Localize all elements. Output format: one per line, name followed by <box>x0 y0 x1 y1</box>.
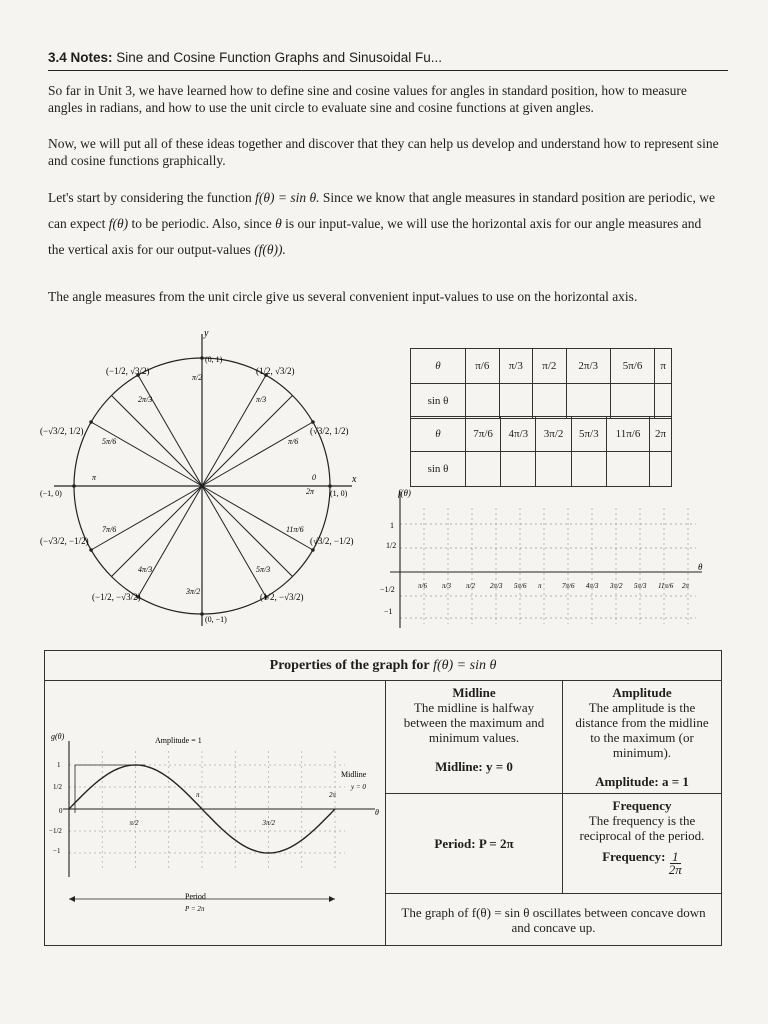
point-top: (0, 1) <box>205 355 223 364</box>
paragraph-2: Now, we will put all of these ideas together and discover that they can help us develop and understand how to represent sine and cosine functions graphically. <box>48 136 719 168</box>
graph-y-label: g(θ) <box>51 732 65 741</box>
unit-circle-point <box>72 484 76 488</box>
x-tick-label: 3π/2 <box>610 582 623 590</box>
unit-circle-spoke <box>91 486 202 550</box>
graph-y-tick: −1 <box>53 847 61 855</box>
unit-circle-spoke <box>202 486 293 577</box>
angle-3pi-2: 3π/2 <box>186 587 201 596</box>
frequency-num: 1 <box>672 849 679 864</box>
table-cell: π <box>655 349 672 384</box>
table-cell: 7π/6 <box>466 417 501 452</box>
table-row-label: θ <box>411 417 466 452</box>
frequency-fraction <box>669 851 682 876</box>
y-tick-1: 1 <box>390 521 394 530</box>
unit-circle-point <box>89 548 93 552</box>
angle-pi: π <box>92 473 97 482</box>
unit-circle-point <box>328 484 332 488</box>
amplitude-graph-label: Amplitude = 1 <box>155 736 202 745</box>
table-cell-blank <box>610 384 654 419</box>
table-cell: 5π/3 <box>571 417 606 452</box>
p3-part-g: is our input-value, we will use the horizontal axis for our angle measures and the vertical axis for our output-values <box>48 216 702 257</box>
table-cell: 11π/6 <box>606 417 649 452</box>
table-cell-blank <box>533 384 567 419</box>
period-cell <box>386 794 563 894</box>
table-cell-blank <box>606 452 649 487</box>
angle-pi-2: π/2 <box>192 373 203 382</box>
p3-part-a: Let's start by considering the function <box>48 190 252 205</box>
angle-4pi-3: 4π/3 <box>138 565 153 574</box>
table-cell-blank <box>466 452 501 487</box>
graph-x-tick: π <box>196 791 200 799</box>
properties-title: Properties of the graph for <box>269 657 430 673</box>
table-cell: 2π <box>650 417 672 452</box>
unit-circle-spoke <box>202 422 313 486</box>
table-cell: 3π/2 <box>536 417 571 452</box>
unit-circle-spoke <box>138 375 202 486</box>
period-value: Period: P = 2π <box>434 836 514 851</box>
notes-label: 3.4 Notes: <box>48 50 113 65</box>
table-cell-blank <box>650 452 672 487</box>
angle-pi-6: π/6 <box>288 437 299 446</box>
midline-graph-eq: y = 0 <box>351 783 366 791</box>
paragraph-4: The angle measures from the unit circle give us several convenient input-values to use on the horizontal axis. <box>48 289 638 304</box>
y-tick-half: 1/2 <box>386 541 397 550</box>
angle-0: 0 <box>312 473 316 482</box>
table-cell: π/3 <box>499 349 533 384</box>
table-cell: 5π/6 <box>610 349 654 384</box>
angle-7pi-6: 7π/6 <box>102 525 117 534</box>
table-cell-blank <box>499 384 533 419</box>
blank-sine-graph <box>366 488 712 630</box>
unit-circle-diagram <box>34 322 380 634</box>
unit-circle-spoke <box>202 486 313 550</box>
angle-2pi-3: 2π/3 <box>138 395 153 404</box>
p3-part-e: to be periodic. Also, since <box>131 216 272 231</box>
x-tick-label: 2π/3 <box>490 582 503 590</box>
properties-graph-cell <box>45 681 386 946</box>
title-rule <box>48 70 728 71</box>
midline-description: The midline is halfway between the maximum and minimum values. <box>403 700 545 745</box>
y-axis-label: y <box>204 328 209 339</box>
angle-pi-3: π/3 <box>256 395 267 404</box>
page-title <box>48 50 442 65</box>
p3-theta: θ <box>275 216 282 231</box>
graph-x-tick: 2π <box>329 791 337 799</box>
coord-q2-30: (−√3/2, 1/2) <box>40 426 84 436</box>
table-cell: 2π/3 <box>566 349 610 384</box>
point-left: (−1, 0) <box>40 489 62 498</box>
paragraph-1: So far in Unit 3, we have learned how to define sine and cosine values for angles in standard position, how to measure angles in radians, and how to use the unit circle to evaluate sine and cosine functions at given angles. <box>48 83 687 115</box>
x-tick-label: 5π/6 <box>514 582 527 590</box>
x-tick-label: π/2 <box>466 582 475 590</box>
graph-y-tick: 1/2 <box>53 783 62 791</box>
unit-circle-point <box>311 420 315 424</box>
amplitude-value: Amplitude: a = 1 <box>595 774 689 789</box>
x-tick-label: 7π/6 <box>562 582 575 590</box>
x-tick-label: π/6 <box>418 582 427 590</box>
unit-circle-spoke <box>112 396 203 487</box>
amplitude-description: The amplitude is the distance from the midline to the maximum (or minimum). <box>575 700 709 760</box>
graph-y-tick: 1 <box>57 761 61 769</box>
properties-header <box>45 651 722 681</box>
table-cell-blank <box>566 384 610 419</box>
frequency-label: Frequency: <box>602 849 666 864</box>
midline-heading: Midline <box>452 685 496 700</box>
frequency-value <box>571 849 713 876</box>
properties-function: f(θ) = sin θ <box>433 657 497 673</box>
angle-11pi-6: 11π/6 <box>286 525 304 534</box>
graph-x-label: θ <box>375 808 379 817</box>
graph-x-tick: 3π/2 <box>262 819 275 827</box>
frequency-cell <box>563 794 722 894</box>
coord-q1-30: (√3/2, 1/2) <box>310 426 349 436</box>
x-tick-label: π/3 <box>442 582 451 590</box>
coord-q2-60: (−1/2, √3/2) <box>106 366 150 376</box>
graph-y-tick: −1/2 <box>49 827 62 835</box>
concavity-text: The graph of f(θ) = sin θ oscillates between concave down and concave up. <box>401 904 706 935</box>
x-tick-label: 11π/6 <box>658 582 674 590</box>
theta-table-bottom <box>410 416 672 487</box>
unit-circle-point <box>89 420 93 424</box>
properties-table <box>44 650 722 946</box>
table-cell-blank <box>536 452 571 487</box>
table-cell: π/6 <box>466 349 500 384</box>
p3-f-theta: f(θ) <box>108 216 129 231</box>
x-tick-label: 2π <box>682 582 690 590</box>
unit-circle-spoke <box>202 375 266 486</box>
coord-q3-60: (−1/2, −√3/2) <box>92 592 141 602</box>
table-row-label: θ <box>411 349 466 384</box>
angle-5pi-6: 5π/6 <box>102 437 117 446</box>
x-axis-label: x <box>352 474 357 485</box>
angle-2pi: 2π <box>306 487 315 496</box>
unit-circle-point <box>200 356 204 360</box>
p3-part-c: Since we know that angle measures in standard position are periodic, we can expect <box>48 190 716 231</box>
x-tick-label: 4π/3 <box>586 582 599 590</box>
graph-x-tick: π/2 <box>129 819 139 827</box>
x-tick-label: π <box>538 582 542 590</box>
blank-graph-y-label: f(θ) <box>398 488 411 498</box>
midline-graph-label: Midline <box>341 770 367 779</box>
coord-q4-60: (1/2, −√3/2) <box>260 592 304 602</box>
period-graph-eq: P = 2π <box>185 905 205 913</box>
amplitude-heading: Amplitude <box>612 685 672 700</box>
coord-q4-30: (√3/2, −1/2) <box>310 536 354 546</box>
point-right: (1, 0) <box>330 489 348 498</box>
p3-output: (f(θ)). <box>254 242 286 257</box>
midline-value: Midline: y = 0 <box>435 759 513 774</box>
table-row-label: sin θ <box>411 384 466 419</box>
table-cell: 4π/3 <box>501 417 536 452</box>
theta-table-top <box>410 348 672 419</box>
coord-q3-30: (−√3/2, −1/2) <box>40 536 89 546</box>
unit-circle-point <box>311 548 315 552</box>
unit-circle-spoke <box>112 486 203 577</box>
frequency-den: 2π <box>668 862 682 877</box>
frequency-heading: Frequency <box>612 798 672 813</box>
graph-y-tick: 0 <box>59 807 63 815</box>
unit-circle-spoke <box>91 422 202 486</box>
x-tick-label: 5π/3 <box>634 582 647 590</box>
y-tick-neg-half: −1/2 <box>380 585 395 594</box>
y-tick-neg-1: −1 <box>384 607 393 616</box>
table-row-label: sin θ <box>411 452 466 487</box>
amplitude-cell <box>563 681 722 794</box>
angle-5pi-3: 5π/3 <box>256 565 271 574</box>
table-cell-blank <box>501 452 536 487</box>
sine-property-graph <box>45 681 385 933</box>
table-cell: π/2 <box>533 349 567 384</box>
unit-circle-spoke <box>202 486 266 597</box>
coord-q1-60: (1/2, √3/2) <box>256 366 295 376</box>
unit-circle-spoke <box>138 486 202 597</box>
p3-function: f(θ) = sin θ. <box>255 190 320 205</box>
concavity-cell <box>386 894 722 946</box>
table-cell-blank <box>466 384 500 419</box>
frequency-description: The frequency is the reciprocal of the period. <box>579 813 705 843</box>
point-bottom: (0, −1) <box>205 615 227 624</box>
paragraph-3 <box>48 185 720 263</box>
blank-graph-x-label: θ <box>698 562 703 572</box>
midline-cell <box>386 681 563 794</box>
period-graph-label: Period <box>185 892 206 901</box>
table-cell-blank <box>655 384 672 419</box>
unit-circle-spoke <box>202 396 293 487</box>
table-cell-blank <box>571 452 606 487</box>
unit-circle-point <box>200 612 204 616</box>
notes-title: Sine and Cosine Function Graphs and Sinusoidal Fu... <box>116 50 442 65</box>
